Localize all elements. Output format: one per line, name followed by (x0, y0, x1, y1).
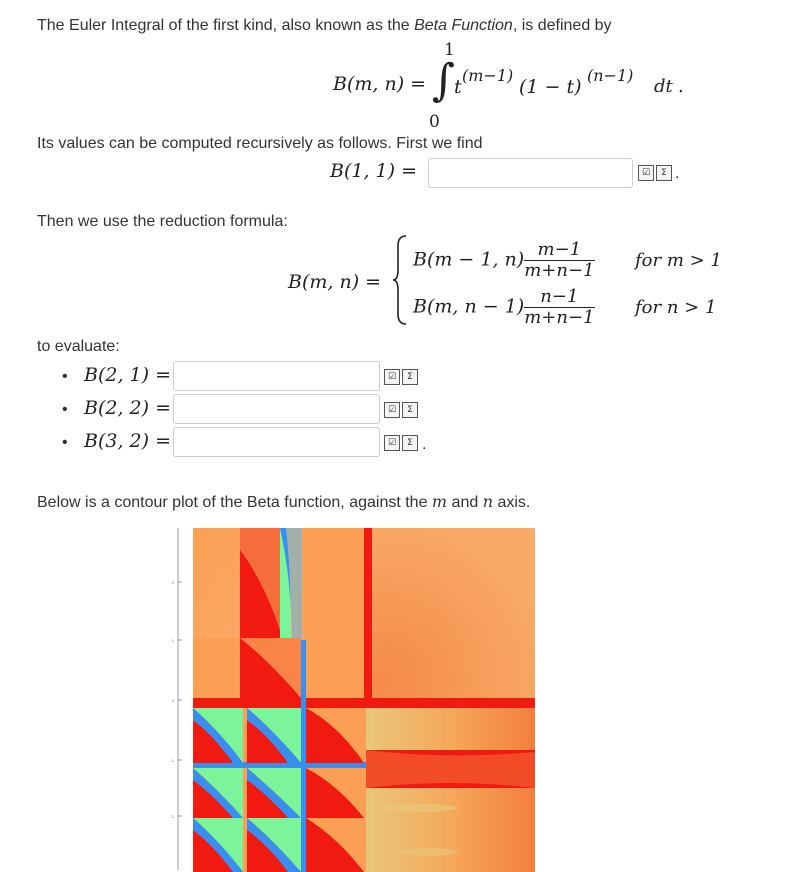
def-period: . (678, 76, 684, 97)
preview-icon[interactable]: ☑ (384, 402, 400, 418)
contour-sand (378, 804, 458, 812)
bullet-2: • (62, 401, 68, 418)
case2-fraction (524, 287, 594, 328)
contour-sand-low (398, 848, 458, 856)
region-left-mid (193, 638, 240, 698)
case1-num: m−1 (524, 240, 594, 261)
b32-answer-input[interactable] (173, 427, 380, 457)
b11-label: B(1, 1) = (330, 160, 418, 182)
intro-text (37, 17, 612, 35)
bullet-1: • (62, 368, 68, 385)
intro-after: , is defined by (512, 17, 612, 34)
tick-label-1: 1 (171, 638, 174, 643)
case2 (413, 287, 595, 328)
region-bottom-right (366, 708, 535, 872)
b21-answer-input[interactable] (173, 361, 380, 391)
item-2-icons (384, 402, 418, 418)
tick-label-0: 0 (171, 698, 174, 703)
b11-answer-input[interactable] (428, 158, 633, 188)
region-red-bottom-shade (366, 750, 535, 788)
sigma-icon[interactable]: Σ (402, 402, 418, 418)
def-omt-exp: (n−1) (587, 66, 634, 85)
case2-num: n−1 (524, 287, 594, 308)
line-red-vertical (364, 528, 372, 708)
preview-icon[interactable]: ☑ (638, 165, 654, 181)
plot-caption-m: m (431, 492, 448, 511)
checker-cells (193, 708, 364, 872)
recursion-text: Its values can be computed recursively as follows. First we find (37, 135, 483, 152)
b22-answer-input[interactable] (173, 394, 380, 424)
item-3-icons (384, 435, 418, 451)
def-dt: dt (654, 76, 673, 97)
case1-condition: for m > 1 (635, 250, 722, 271)
item-2-label: B(2, 2) = (84, 397, 172, 419)
plot-caption-before: Below is a contour plot of the Beta function, against the (37, 494, 432, 511)
left-brace-icon (392, 234, 408, 326)
item-1-label: B(2, 1) = (84, 364, 172, 386)
integral-sign: ∫ (432, 55, 455, 106)
b11-dot: . (675, 165, 680, 182)
plot-caption-after: axis. (493, 494, 531, 511)
tick-label-m2: -2 (170, 814, 174, 819)
intro-emph: Beta Function (414, 17, 513, 34)
item-3-dot: . (422, 436, 427, 453)
reduction-text: Then we use the reduction formula: (37, 213, 288, 230)
item-3-label: B(3, 2) = (84, 430, 172, 452)
sigma-icon[interactable]: Σ (656, 165, 672, 181)
bullet-3: • (62, 434, 68, 451)
case2-term: B(m, n − 1) (413, 295, 525, 318)
case2-condition: for n > 1 (635, 297, 717, 318)
item-1-icons (384, 369, 418, 385)
sigma-icon[interactable]: Σ (402, 369, 418, 385)
preview-icon[interactable]: ☑ (384, 435, 400, 451)
evaluate-text: to evaluate: (37, 338, 120, 355)
line-blue-vertical (301, 640, 306, 872)
beta-contour-plot (170, 520, 538, 872)
def-lower-limit: 0 (429, 112, 440, 132)
case1-term: B(m − 1, n) (413, 248, 525, 271)
b11-icons (638, 165, 672, 181)
reduction-lhs: B(m, n) = (288, 271, 382, 293)
line-red-horizontal (193, 698, 535, 708)
case1-fraction (524, 240, 594, 281)
tick-label-m1: -1 (170, 758, 174, 763)
plot-caption-and: and (447, 494, 483, 511)
case1-den: m+n−1 (524, 260, 595, 281)
sigma-icon[interactable]: Σ (402, 435, 418, 451)
region-top-right (366, 528, 535, 698)
preview-icon[interactable]: ☑ (384, 369, 400, 385)
def-one-minus-t: (1 − t) (519, 76, 582, 98)
plot-caption (37, 492, 530, 512)
plot-caption-n: n (482, 492, 493, 511)
def-t: t (454, 76, 462, 98)
case1 (413, 240, 595, 281)
intro-before: The Euler Integral of the first kind, also known as the (37, 17, 415, 34)
def-t-exp: (m−1) (462, 66, 514, 85)
tick-label-2: 2 (171, 580, 174, 585)
def-lhs: B(m, n) = (333, 73, 427, 95)
def-upper-limit: 1 (444, 40, 455, 60)
case2-den: m+n−1 (524, 307, 595, 328)
